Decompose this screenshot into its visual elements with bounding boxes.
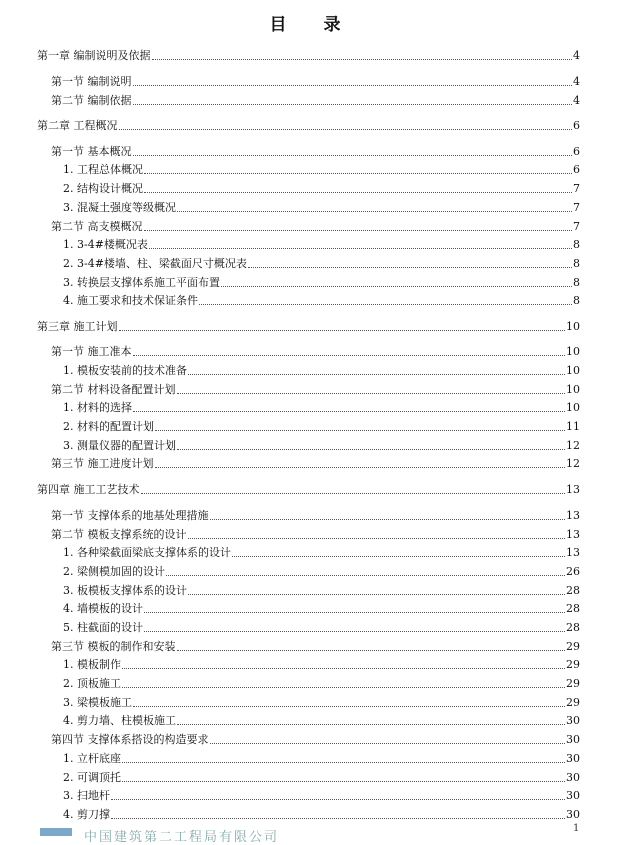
toc-entry[interactable] bbox=[63, 696, 580, 710]
toc-entry-page: 4 bbox=[573, 49, 580, 62]
dot-leader bbox=[177, 650, 566, 651]
toc-entry[interactable] bbox=[51, 509, 580, 523]
toc-entry[interactable] bbox=[51, 94, 580, 108]
toc-entry-page: 30 bbox=[566, 789, 580, 802]
toc-entry-label: 1. 各种梁截面梁底支撑体系的设计 bbox=[63, 546, 231, 559]
toc-entry-page: 26 bbox=[566, 565, 580, 578]
dot-leader bbox=[119, 330, 566, 331]
toc-entry[interactable] bbox=[63, 257, 580, 271]
toc-entry-page: 10 bbox=[566, 364, 580, 377]
toc-entry-page: 29 bbox=[566, 640, 580, 653]
toc-entry-label: 1. 立杆底座 bbox=[63, 752, 121, 765]
dot-leader bbox=[144, 230, 573, 231]
toc-entry-label: 1. 模板安装前的技术准备 bbox=[63, 364, 187, 377]
dot-leader bbox=[122, 781, 565, 782]
dot-leader bbox=[232, 556, 565, 557]
toc-entry-page: 30 bbox=[566, 808, 580, 821]
dot-leader bbox=[177, 724, 565, 725]
toc-entry-page: 6 bbox=[573, 119, 580, 132]
toc-entry[interactable] bbox=[63, 565, 580, 579]
toc-entry[interactable] bbox=[63, 276, 580, 290]
dot-leader bbox=[152, 59, 573, 60]
toc-entry-label: 1. 工程总体概况 bbox=[63, 163, 143, 176]
toc-entry[interactable] bbox=[63, 201, 580, 215]
toc-entry-page: 7 bbox=[573, 220, 580, 233]
toc-entry-page: 29 bbox=[566, 658, 580, 671]
toc-entry-label: 1. 材料的选择 bbox=[63, 401, 132, 414]
dot-leader bbox=[248, 267, 572, 268]
toc-entry-label: 4. 墙模板的设计 bbox=[63, 602, 143, 615]
toc-entry[interactable] bbox=[51, 383, 580, 397]
dot-leader bbox=[111, 818, 565, 819]
toc-entry-label: 第一节 施工准本 bbox=[51, 345, 132, 358]
toc-entry-page: 10 bbox=[566, 401, 580, 414]
toc-entry-page: 28 bbox=[566, 584, 580, 597]
toc-entry-label: 3. 梁模板施工 bbox=[63, 696, 132, 709]
toc-entry-page: 11 bbox=[566, 420, 580, 433]
dot-leader bbox=[144, 192, 572, 193]
dot-leader bbox=[122, 762, 565, 763]
toc-entry-label: 2. 梁侧模加固的设计 bbox=[63, 565, 165, 578]
toc-entry-label: 3. 测量仪器的配置计划 bbox=[63, 439, 176, 452]
toc-entry[interactable] bbox=[51, 220, 580, 234]
toc-entry-page: 6 bbox=[573, 145, 580, 158]
toc-entry-label: 3. 转换层支撑体系施工平面布置 bbox=[63, 276, 220, 289]
toc-entry-page: 13 bbox=[566, 483, 580, 496]
toc-entry[interactable] bbox=[63, 789, 580, 803]
toc-entry[interactable] bbox=[63, 602, 580, 616]
toc-entry-page: 10 bbox=[566, 345, 580, 358]
dot-leader bbox=[133, 85, 573, 86]
dot-leader bbox=[177, 393, 566, 394]
dot-leader bbox=[199, 304, 572, 305]
toc-entry-page: 8 bbox=[573, 276, 580, 289]
toc-entry[interactable] bbox=[63, 752, 580, 766]
toc-entry[interactable] bbox=[63, 677, 580, 691]
toc-entry-label: 第二节 材料设备配置计划 bbox=[51, 383, 176, 396]
toc-entry-page: 10 bbox=[566, 320, 580, 333]
dot-leader bbox=[221, 286, 572, 287]
dot-leader bbox=[166, 575, 565, 576]
toc-entry[interactable] bbox=[51, 733, 580, 747]
toc-entry-page: 7 bbox=[573, 201, 580, 214]
toc-entry-page: 4 bbox=[573, 94, 580, 107]
toc-entry[interactable] bbox=[51, 457, 580, 471]
toc-entry-label: 第二章 工程概况 bbox=[37, 119, 118, 132]
dot-leader bbox=[188, 374, 565, 375]
toc-entry-page: 4 bbox=[573, 75, 580, 88]
dot-leader bbox=[133, 155, 573, 156]
toc-entry[interactable] bbox=[63, 238, 580, 252]
toc-entry-page: 13 bbox=[566, 528, 580, 541]
toc-entry[interactable] bbox=[63, 584, 580, 598]
toc-entry[interactable] bbox=[63, 420, 580, 434]
toc-entry-label: 4. 施工要求和技术保证条件 bbox=[63, 294, 198, 307]
toc-entry-label: 4. 剪力墙、柱模板施工 bbox=[63, 714, 176, 727]
toc-entry-label: 第一节 编制说明 bbox=[51, 75, 132, 88]
dot-leader bbox=[119, 129, 573, 130]
dot-leader bbox=[177, 211, 572, 212]
toc-entry-page: 12 bbox=[566, 439, 580, 452]
toc-entry-label: 第三节 施工进度计划 bbox=[51, 457, 154, 470]
toc-entry-page: 8 bbox=[573, 294, 580, 307]
toc-entry[interactable] bbox=[63, 182, 580, 196]
toc-entry-label: 5. 柱截面的设计 bbox=[63, 621, 143, 634]
toc-entry-page: 13 bbox=[566, 546, 580, 559]
footer-logo-bar bbox=[40, 828, 72, 836]
dot-leader bbox=[111, 799, 565, 800]
toc-entry[interactable] bbox=[63, 294, 580, 308]
toc-entry-page: 13 bbox=[566, 509, 580, 522]
footer-company-text: 中国建筑第二工程局有限公司 bbox=[84, 830, 280, 845]
toc-entry[interactable] bbox=[51, 75, 580, 89]
toc-entry-label: 第三节 模板的制作和安装 bbox=[51, 640, 176, 653]
toc-entry[interactable] bbox=[51, 528, 580, 542]
toc-entry-page: 30 bbox=[566, 771, 580, 784]
toc-entry-label: 第四节 支撑体系搭设的构造要求 bbox=[51, 733, 209, 746]
toc-entry[interactable] bbox=[37, 320, 580, 334]
toc-entry-label: 1. 3-4#楼概况表 bbox=[63, 238, 148, 251]
toc-entry[interactable] bbox=[51, 145, 580, 159]
toc-entry-label: 2. 可调顶托 bbox=[63, 771, 121, 784]
toc-entry[interactable] bbox=[51, 640, 580, 654]
dot-leader bbox=[122, 668, 565, 669]
toc-entry-page: 29 bbox=[566, 677, 580, 690]
page-number: 1 bbox=[573, 823, 580, 834]
toc-entry-page: 6 bbox=[573, 163, 580, 176]
dot-leader bbox=[210, 743, 566, 744]
toc-entry-label: 3. 混凝土强度等级概况 bbox=[63, 201, 176, 214]
toc-entry-label: 第一节 基本概况 bbox=[51, 145, 132, 158]
toc-entry-label: 第一章 编制说明及依据 bbox=[37, 49, 151, 62]
toc-entry-page: 12 bbox=[566, 457, 580, 470]
dot-leader bbox=[155, 430, 565, 431]
toc-entry-label: 第四章 施工工艺技术 bbox=[37, 483, 140, 496]
toc-entry[interactable] bbox=[63, 546, 580, 560]
toc-title: 目 录 bbox=[269, 15, 351, 35]
toc-entry-label: 第二节 高支模概况 bbox=[51, 220, 143, 233]
toc-entry-page: 10 bbox=[566, 383, 580, 396]
dot-leader bbox=[133, 104, 573, 105]
toc-entry-page: 30 bbox=[566, 752, 580, 765]
dot-leader bbox=[155, 467, 566, 468]
toc-entry[interactable] bbox=[63, 401, 580, 415]
toc-entry[interactable] bbox=[63, 439, 580, 453]
dot-leader bbox=[177, 449, 565, 450]
toc-entry[interactable] bbox=[63, 621, 580, 635]
toc-entry[interactable] bbox=[37, 119, 580, 133]
toc-entry-page: 8 bbox=[573, 238, 580, 251]
toc-entry-page: 29 bbox=[566, 696, 580, 709]
toc-entry-label: 第三章 施工计划 bbox=[37, 320, 118, 333]
toc-entry[interactable] bbox=[63, 714, 580, 728]
toc-entry-page: 28 bbox=[566, 621, 580, 634]
dot-leader bbox=[133, 706, 565, 707]
toc-entry-label: 3. 板模板支撑体系的设计 bbox=[63, 584, 187, 597]
toc-entry-label: 3. 扫地杆 bbox=[63, 789, 110, 802]
dot-leader bbox=[122, 687, 565, 688]
toc-entry[interactable] bbox=[63, 163, 580, 177]
toc-entry[interactable] bbox=[37, 483, 580, 497]
toc-entry-label: 第二节 模板支撑系统的设计 bbox=[51, 528, 187, 541]
toc-entry[interactable] bbox=[63, 771, 580, 785]
dot-leader bbox=[188, 538, 566, 539]
toc-entry[interactable] bbox=[37, 49, 580, 63]
toc-entry-page: 7 bbox=[573, 182, 580, 195]
dot-leader bbox=[133, 355, 566, 356]
dot-leader bbox=[141, 493, 566, 494]
toc-entry-page: 8 bbox=[573, 257, 580, 270]
toc-entry-label: 2. 顶板施工 bbox=[63, 677, 121, 690]
toc-entry[interactable] bbox=[63, 808, 580, 822]
toc-entry-label: 4. 剪刀撑 bbox=[63, 808, 110, 821]
dot-leader bbox=[144, 173, 572, 174]
dot-leader bbox=[133, 411, 565, 412]
toc-entry[interactable] bbox=[51, 345, 580, 359]
dot-leader bbox=[149, 248, 572, 249]
toc-entry-page: 28 bbox=[566, 602, 580, 615]
toc-entry-page: 30 bbox=[566, 733, 580, 746]
toc-entry-label: 2. 3-4#楼墙、柱、梁截面尺寸概况表 bbox=[63, 257, 247, 270]
toc-entry-label: 2. 结构设计概况 bbox=[63, 182, 143, 195]
dot-leader bbox=[188, 594, 565, 595]
toc-entry[interactable] bbox=[63, 658, 580, 672]
toc-entry-label: 2. 材料的配置计划 bbox=[63, 420, 154, 433]
toc-entry-page: 30 bbox=[566, 714, 580, 727]
toc-entry-label: 第二节 编制依据 bbox=[51, 94, 132, 107]
dot-leader bbox=[210, 519, 566, 520]
toc-entry[interactable] bbox=[63, 364, 580, 378]
dot-leader bbox=[144, 612, 565, 613]
toc-entry-label: 第一节 支撑体系的地基处理措施 bbox=[51, 509, 209, 522]
dot-leader bbox=[144, 631, 565, 632]
toc-entry-label: 1. 模板制作 bbox=[63, 658, 121, 671]
